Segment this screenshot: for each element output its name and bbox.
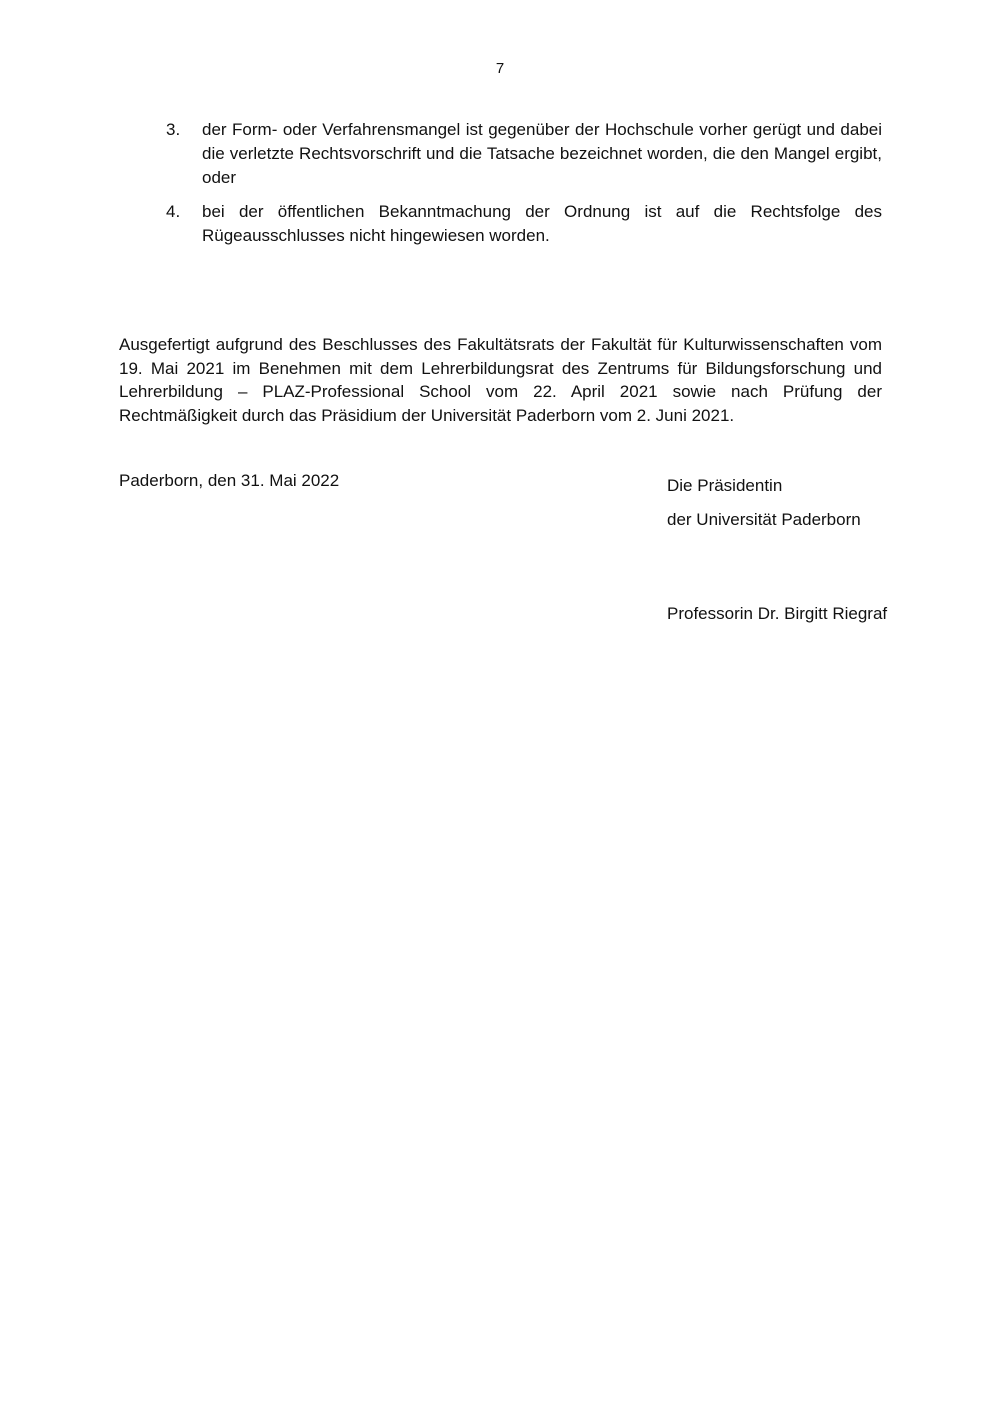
list-item-text: bei der öffentlichen Bekanntmachung der Ordnung ist auf die Rechtsfolge des Rügeausschlusses nicht hingewiesen worden.	[202, 202, 882, 245]
list-item	[160, 200, 882, 248]
signatory-title	[667, 469, 861, 537]
numbered-list	[160, 118, 882, 258]
list-item-number: 3.	[166, 120, 181, 139]
page-number: 7	[495, 60, 505, 77]
signatory-name: Professorin Dr. Birgitt Riegraf	[667, 604, 888, 623]
place-date: Paderborn, den 31. Mai 2022	[119, 471, 340, 490]
execution-paragraph: Ausgefertigt aufgrund des Beschlusses des Fakultätsrats der Fakultät für Kulturwissenschaften vom 19. Mai 2021 im Benehmen mit dem Lehrerbildungsrat des Zentrums für Bildungsforschung und Lehrerbildung – PLAZ-Professional School vom 22. April 2021 sowie nach Prüfung der Rechtmäßigkeit durch das Präsidium der Universität Paderborn vom 2. Juni 2021.	[119, 335, 882, 425]
signatory-title-line1: Die Präsidentin	[667, 476, 783, 495]
signatory-title-line2: der Universität Paderborn	[667, 510, 861, 529]
list-item-number: 4.	[166, 202, 181, 221]
list-item	[160, 118, 882, 190]
list-item-text: der Form- oder Verfahrensmangel ist gegenüber der Hochschule vorher gerügt und dabei die verletzte Rechtsvorschrift und die Tatsache bezeichnet worden, die den Mangel ergibt, oder	[202, 120, 882, 187]
